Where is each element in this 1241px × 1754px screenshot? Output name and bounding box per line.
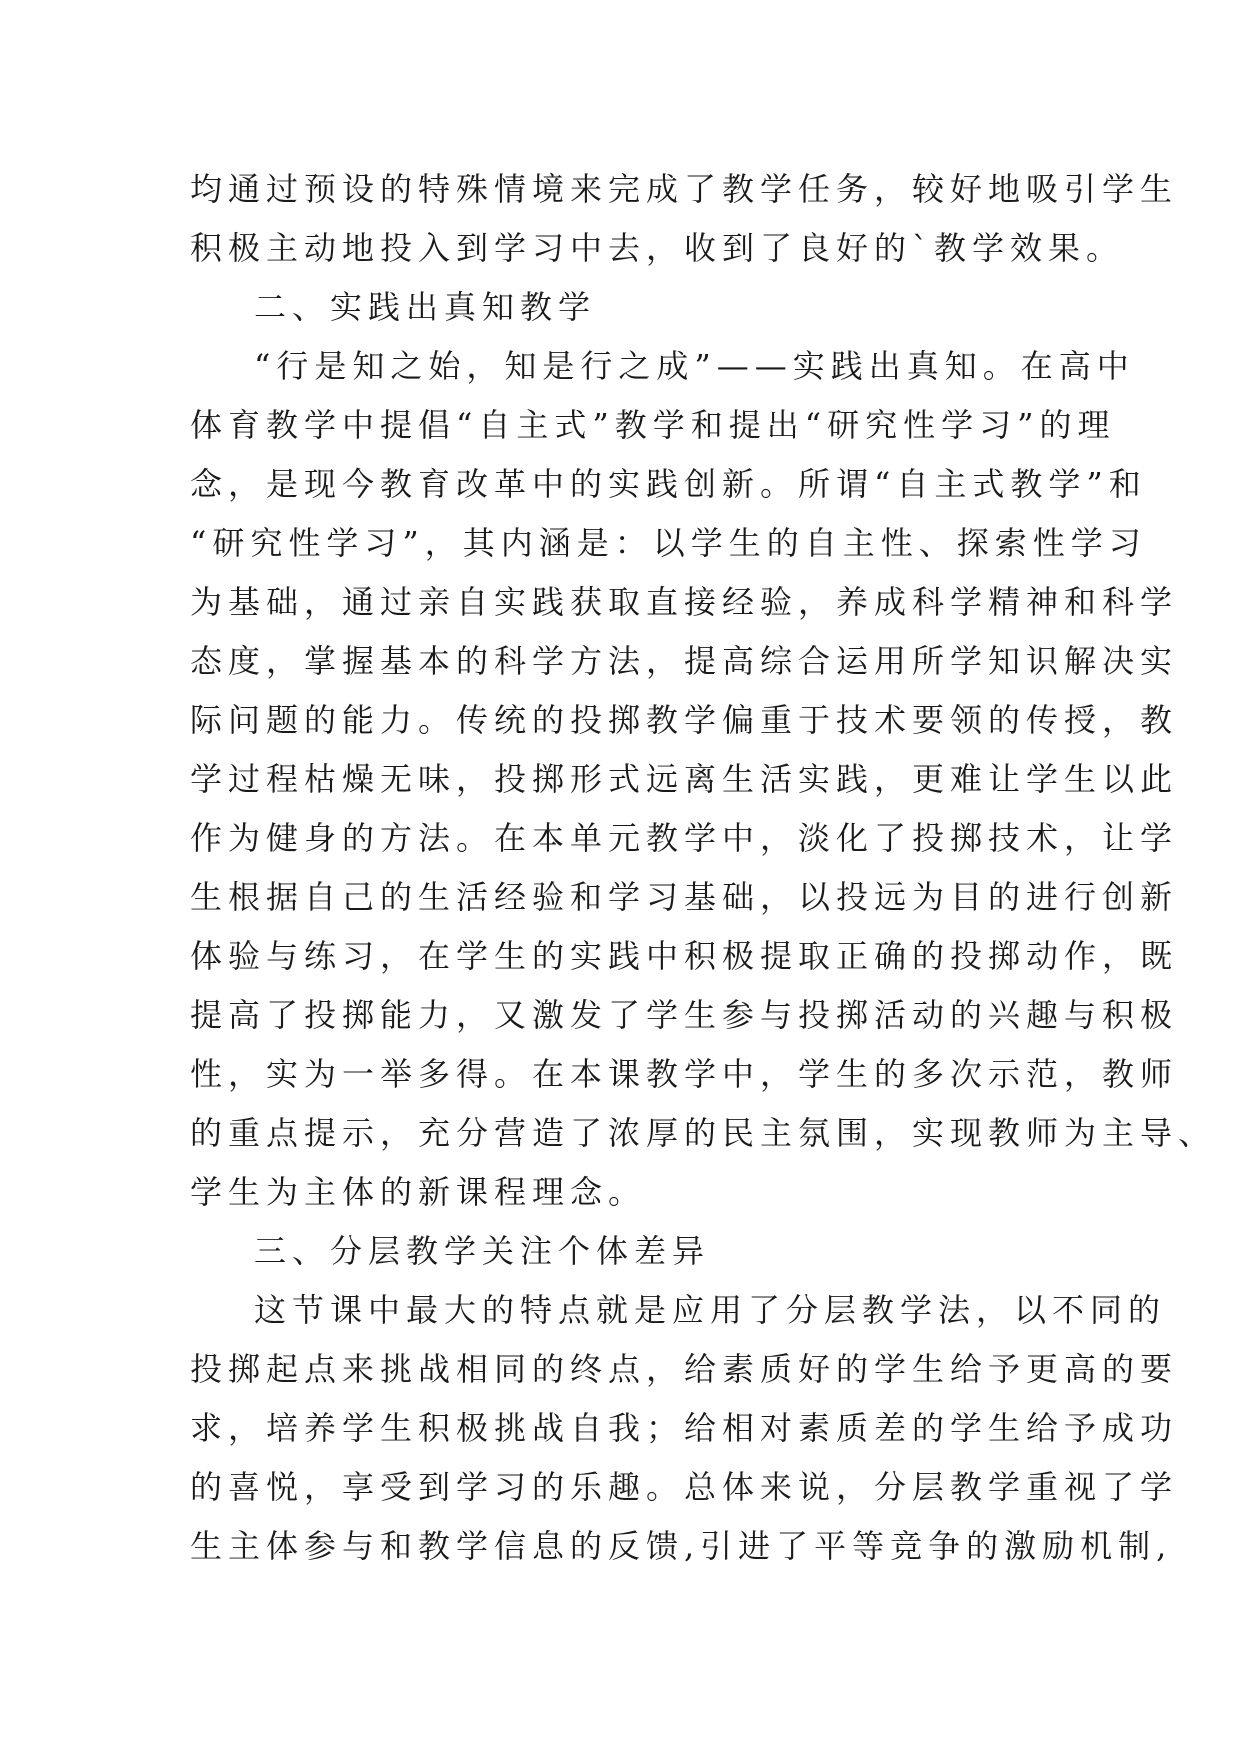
text-line-12: 作为健身的方法。在本单元教学中，淡化了投掷技术，让学: [190, 819, 1179, 857]
text-line-10: 际问题的能力。传统的投掷教学偏重于技术要领的传授，教: [190, 701, 1179, 739]
text-line-14: 体验与练习，在学生的实践中积极提取正确的投掷动作，既: [190, 937, 1179, 975]
section-heading-3: 三、分层教学关注个体差异: [254, 1232, 711, 1270]
text-line-23: 的喜悦，享受到学习的乐趣。总体来说，分层教学重视了学: [190, 1468, 1179, 1506]
text-line-16: 性，实为一举多得。在本课教学中，学生的多次示范，教师: [190, 1055, 1179, 1093]
text-line-15: 提高了投掷能力，又激发了学生参与投掷活动的兴趣与积极: [190, 996, 1179, 1034]
text-line-13: 生根据自己的生活经验和学习基础，以投远为目的进行创新: [190, 878, 1179, 916]
text-line-9: 态度，掌握基本的科学方法，提高综合运用所学知识解决实: [190, 642, 1179, 680]
text-line-7: “研究性学习”，其内涵是：以学生的自主性、探索性学习: [190, 524, 1147, 562]
text-line-21: 投掷起点来挑战相同的终点，给素质好的学生给予更高的要: [190, 1350, 1179, 1388]
text-line-18: 学生为主体的新课程理念。: [190, 1173, 647, 1211]
text-line-20: 这节课中最大的特点就是应用了分层教学法，以不同的: [254, 1291, 1167, 1329]
section-heading-2: 二、实践出真知教学: [254, 288, 597, 326]
text-line-4: “行是知之始，知是行之成”——实践出真知。在高中: [254, 347, 1135, 385]
text-line-22: 求，培养学生积极挑战自我；给相对素质差的学生给予成功: [190, 1409, 1179, 1447]
text-line-17: 的重点提示，充分营造了浓厚的民主氛围，实现教师为主导、: [190, 1114, 1217, 1152]
text-line-24: 生主体参与和教学信息的反馈,引进了平等竞争的激励机制,: [190, 1527, 1173, 1565]
text-line-2: 积极主动地投入到学习中去，收到了良好的`教学效果。: [190, 229, 1125, 267]
text-line-6: 念，是现今教育改革中的实践创新。所谓“自主式教学”和: [190, 465, 1147, 503]
text-line-11: 学过程枯燥无味，投掷形式远离生活实践，更难让学生以此: [190, 760, 1179, 798]
text-line-1: 均通过预设的特殊情境来完成了教学任务，较好地吸引学生: [190, 170, 1179, 208]
text-line-8: 为基础，通过亲自实践获取直接经验，养成科学精神和科学: [190, 583, 1179, 621]
document-body: [190, 160, 1217, 1576]
text-line-5: 体育教学中提倡“自主式”教学和提出“研究性学习”的理: [190, 406, 1116, 444]
